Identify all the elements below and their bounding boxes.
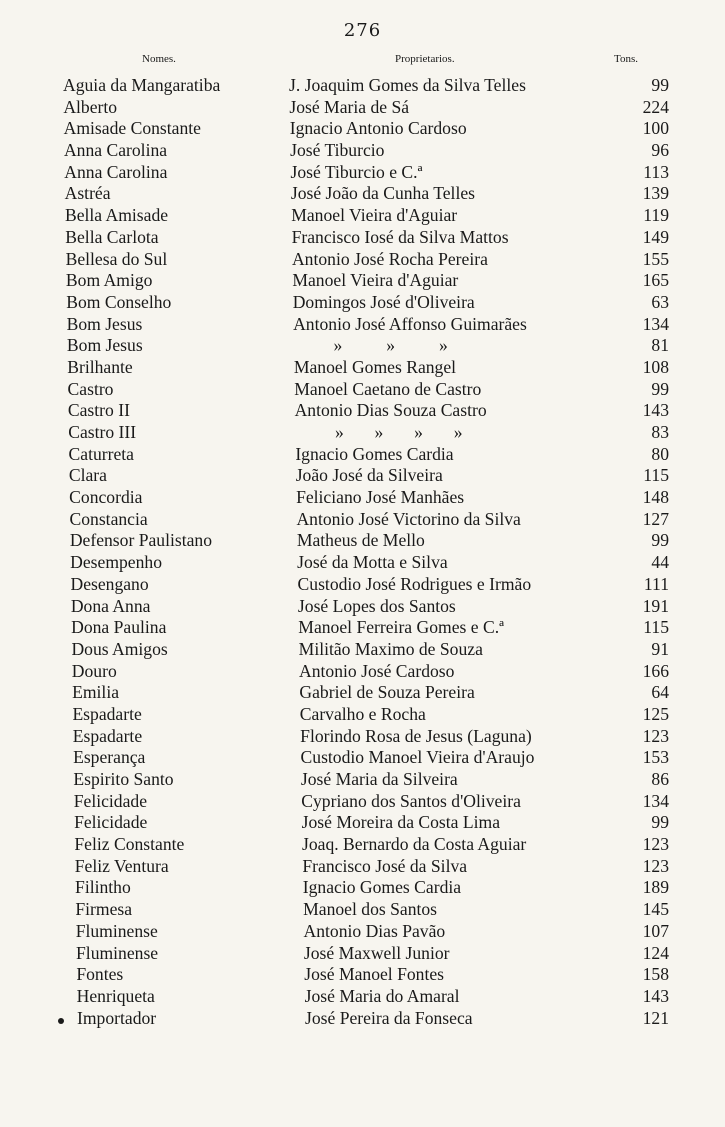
- ship-tonnage: 99: [651, 75, 669, 95]
- ship-name: Concordia: [69, 487, 143, 508]
- table-row: [0, 747, 725, 769]
- table-row: [0, 791, 725, 813]
- ship-owner: Antonio José Victorino da Silva: [296, 508, 521, 529]
- ship-owner: José Maria da Silveira: [300, 769, 458, 789]
- ship-tonnage: 107: [642, 920, 669, 941]
- table-row: [0, 899, 725, 921]
- ship-owner: Domingos José d'Oliveira: [292, 291, 475, 312]
- ship-register-table: [0, 75, 725, 1029]
- ship-tonnage: 134: [642, 790, 669, 811]
- table-row: [0, 335, 725, 357]
- ship-name: Bom Jesus: [66, 313, 143, 334]
- table-row: [0, 270, 725, 292]
- ship-name: Emilia: [72, 682, 120, 703]
- ship-name: Desempenho: [70, 552, 163, 573]
- ship-owner: Feliciano José Manhães: [296, 487, 465, 508]
- ship-owner: José Moreira da Costa Lima: [301, 812, 501, 833]
- header-proprietarios: Proprietarios.: [395, 53, 455, 65]
- ship-name: Anna Carolina: [64, 161, 168, 182]
- ship-name: Defensor Paulistano: [69, 530, 213, 551]
- ship-tonnage: 143: [642, 985, 669, 1006]
- ship-tonnage: 64: [651, 682, 669, 703]
- ship-owner: Gabriel de Souza Pereira: [299, 682, 475, 703]
- ship-tonnage: 99: [651, 530, 669, 551]
- table-row: [0, 422, 725, 444]
- ship-tonnage: 166: [642, 660, 669, 681]
- ship-name: Esperança: [73, 747, 146, 768]
- ship-tonnage: 119: [643, 205, 669, 226]
- ship-owner: Florindo Rosa de Jesus (Laguna): [300, 725, 532, 746]
- table-row: [0, 769, 725, 791]
- ship-owner: Ignacio Antonio Cardoso: [289, 118, 467, 139]
- table-row: [0, 834, 725, 856]
- ship-name: Brilhante: [67, 356, 133, 377]
- ship-tonnage: 100: [642, 118, 669, 139]
- ship-owner: Antonio Dias Pavão: [303, 920, 446, 941]
- ship-owner: Antonio Dias Souza Castro: [294, 400, 487, 421]
- table-row: [0, 140, 725, 162]
- ship-owner: Manoel Caetano de Castro: [294, 378, 482, 399]
- ship-owner: Matheus de Mello: [296, 530, 425, 551]
- table-row: [0, 400, 725, 422]
- table-row: [0, 314, 725, 336]
- ship-tonnage: 115: [643, 617, 669, 638]
- table-row: [0, 574, 725, 596]
- ship-owner: Cypriano dos Santos d'Oliveira: [301, 790, 521, 811]
- ship-owner: Francisco José da Silva: [302, 855, 468, 876]
- ship-owner: Antonio José Rocha Pereira: [291, 248, 488, 269]
- ship-tonnage: 81: [651, 335, 669, 356]
- table-row: [0, 661, 725, 683]
- ship-name: Alberto: [63, 96, 118, 117]
- table-row: [0, 118, 725, 140]
- ship-tonnage: 189: [642, 877, 669, 898]
- ship-name: Bella Carlota: [65, 226, 159, 247]
- ship-tonnage: 127: [642, 508, 669, 529]
- ship-owner: Custodio Manoel Vieira d'Araujo: [300, 747, 535, 768]
- table-row: [0, 552, 725, 574]
- ship-owner: José Pereira da Fonseca: [305, 1007, 473, 1028]
- ship-owner: » » » »: [334, 422, 463, 442]
- ship-tonnage: 113: [643, 161, 669, 182]
- ship-name: Constancia: [69, 508, 148, 529]
- ship-owner: José Maxwell Junior: [303, 942, 450, 963]
- ship-name: Henriqueta: [76, 985, 155, 1006]
- ship-name: Bom Conselho: [66, 291, 172, 312]
- ship-owner: Manoel dos Santos: [303, 899, 438, 920]
- ship-tonnage: 83: [651, 422, 669, 442]
- ship-name: Importador: [77, 1007, 157, 1028]
- ship-owner: J. Joaquim Gomes da Silva Telles: [289, 75, 526, 95]
- ship-tonnage: 124: [642, 942, 669, 963]
- table-row: [0, 249, 725, 271]
- ship-tonnage: 191: [642, 595, 669, 616]
- ship-name: Bom Jesus: [66, 335, 143, 356]
- ship-tonnage: 153: [642, 747, 669, 768]
- table-row: [0, 812, 725, 834]
- ship-owner: Joaq. Bernardo da Costa Aguiar: [302, 834, 527, 855]
- table-row: [0, 856, 725, 878]
- ship-owner: Antonio José Cardoso: [299, 660, 455, 681]
- table-row: [0, 943, 725, 965]
- ship-tonnage: 155: [642, 248, 669, 269]
- ship-tonnage: 108: [642, 356, 669, 377]
- ship-owner: João José da Silveira: [295, 465, 443, 486]
- ship-owner: Manoel Vieira d'Aguiar: [292, 270, 459, 291]
- table-row: [0, 921, 725, 943]
- table-row: [0, 1008, 725, 1030]
- ship-name: Desengano: [70, 573, 149, 594]
- ship-owner: Manoel Gomes Rangel: [293, 356, 457, 377]
- ship-tonnage: 96: [651, 140, 669, 161]
- ship-tonnage: 99: [651, 812, 669, 833]
- ship-tonnage: 111: [643, 573, 669, 594]
- ship-owner: Antonio José Affonso Guimarães: [293, 313, 527, 334]
- ship-tonnage: 165: [642, 270, 669, 291]
- ship-name: Bella Amisade: [64, 205, 169, 226]
- ship-tonnage: 125: [642, 703, 669, 724]
- header-nomes: Nomes.: [142, 53, 176, 65]
- ship-owner: Francisco Iosé da Silva Mattos: [291, 226, 509, 247]
- ship-tonnage: 121: [642, 1007, 669, 1028]
- table-row: [0, 75, 725, 97]
- ship-tonnage: 123: [642, 855, 669, 876]
- ship-name: Castro III: [68, 422, 137, 442]
- table-row: [0, 227, 725, 249]
- table-row: [0, 509, 725, 531]
- ship-tonnage: 139: [642, 183, 669, 204]
- ship-name: Castro: [67, 378, 114, 399]
- ship-name: Firmesa: [75, 899, 133, 920]
- ship-tonnage: 143: [642, 400, 669, 421]
- ship-owner: Custodio José Rodrigues e Irmão: [297, 573, 532, 594]
- table-row: [0, 617, 725, 639]
- ship-owner: Manoel Vieira d'Aguiar: [291, 205, 458, 226]
- ship-owner: Manoel Ferreira Gomes e C.ª: [298, 617, 504, 638]
- ship-name: Astréa: [64, 183, 111, 204]
- ship-owner: José Maria de Sá: [289, 96, 410, 117]
- table-row: [0, 444, 725, 466]
- ship-name: Fluminense: [75, 920, 158, 941]
- ship-tonnage: 115: [643, 465, 669, 486]
- ship-tonnage: 86: [651, 769, 669, 789]
- table-row: [0, 726, 725, 748]
- ship-owner: José Manoel Fontes: [304, 964, 445, 985]
- ship-name: Caturreta: [68, 443, 134, 464]
- ship-owner: José Lopes dos Santos: [297, 595, 456, 616]
- ship-tonnage: 145: [642, 899, 669, 920]
- ship-tonnage: 224: [642, 96, 669, 117]
- ship-name: Anna Carolina: [63, 140, 168, 161]
- bullet-marker-icon: [58, 1018, 64, 1024]
- ship-tonnage: 149: [642, 226, 669, 247]
- ship-owner: Militão Maximo de Souza: [298, 638, 483, 659]
- ship-name: Espadarte: [72, 703, 142, 724]
- table-row: [0, 704, 725, 726]
- table-row: [0, 639, 725, 661]
- ship-name: Castro II: [67, 400, 130, 421]
- table-row: [0, 964, 725, 986]
- table-row: [0, 162, 725, 184]
- ship-name: Fluminense: [76, 942, 159, 963]
- table-row: [0, 183, 725, 205]
- ship-name: Fontes: [76, 964, 124, 985]
- ship-name: Dous Amigos: [71, 638, 168, 659]
- ship-name: Filintho: [75, 877, 131, 898]
- table-row: [0, 205, 725, 227]
- ship-tonnage: 158: [642, 964, 669, 985]
- table-row: [0, 530, 725, 552]
- ship-owner: José João da Cunha Telles: [290, 183, 475, 204]
- ship-tonnage: 44: [651, 552, 669, 573]
- ship-name: Dona Anna: [70, 595, 151, 616]
- ship-name: Feliz Constante: [74, 834, 185, 855]
- ship-owner: Ignacio Gomes Cardia: [302, 877, 462, 898]
- ship-tonnage: 134: [642, 313, 669, 334]
- ship-name: Feliz Ventura: [74, 855, 169, 876]
- ship-tonnage: 148: [642, 487, 669, 508]
- page-number: 276: [343, 20, 382, 41]
- table-row: [0, 682, 725, 704]
- ship-owner: José Maria do Amaral: [304, 985, 460, 1006]
- table-row: [0, 379, 725, 401]
- ship-name: Felicidade: [74, 812, 148, 833]
- table-row: [0, 97, 725, 119]
- ship-owner: » » »: [333, 335, 448, 356]
- ship-owner: Carvalho e Rocha: [299, 703, 426, 724]
- ship-tonnage: 91: [651, 638, 669, 659]
- ship-name: Espadarte: [72, 725, 143, 746]
- table-row: [0, 465, 725, 487]
- table-row: [0, 292, 725, 314]
- ship-name: Dona Paulina: [71, 617, 167, 638]
- ship-owner: José Tiburcio e C.ª: [290, 161, 423, 182]
- ship-owner: Ignacio Gomes Cardia: [295, 443, 454, 464]
- table-row: [0, 487, 725, 509]
- ship-name: Espirito Santo: [73, 769, 174, 789]
- ship-name: Aguia da Mangaratiba: [63, 75, 221, 95]
- ship-tonnage: 63: [651, 291, 669, 312]
- ship-tonnage: 99: [651, 378, 669, 399]
- ship-tonnage: 80: [651, 443, 669, 464]
- ship-name: Felicidade: [73, 790, 148, 811]
- header-tons: Tons.: [614, 53, 638, 65]
- ship-owner: José Tiburcio: [290, 140, 385, 161]
- ship-name: Douro: [71, 660, 117, 681]
- ship-name: Bom Amigo: [65, 270, 153, 291]
- table-row: [0, 986, 725, 1008]
- table-row: [0, 596, 725, 618]
- ship-name: Bellesa do Sul: [65, 248, 168, 269]
- ship-name: Amisade Constante: [63, 118, 201, 139]
- ship-owner: José da Motta e Silva: [297, 552, 448, 573]
- table-row: [0, 357, 725, 379]
- ship-tonnage: 123: [642, 834, 669, 855]
- ship-name: Clara: [68, 465, 107, 486]
- table-row: [0, 877, 725, 899]
- ship-tonnage: 123: [642, 725, 669, 746]
